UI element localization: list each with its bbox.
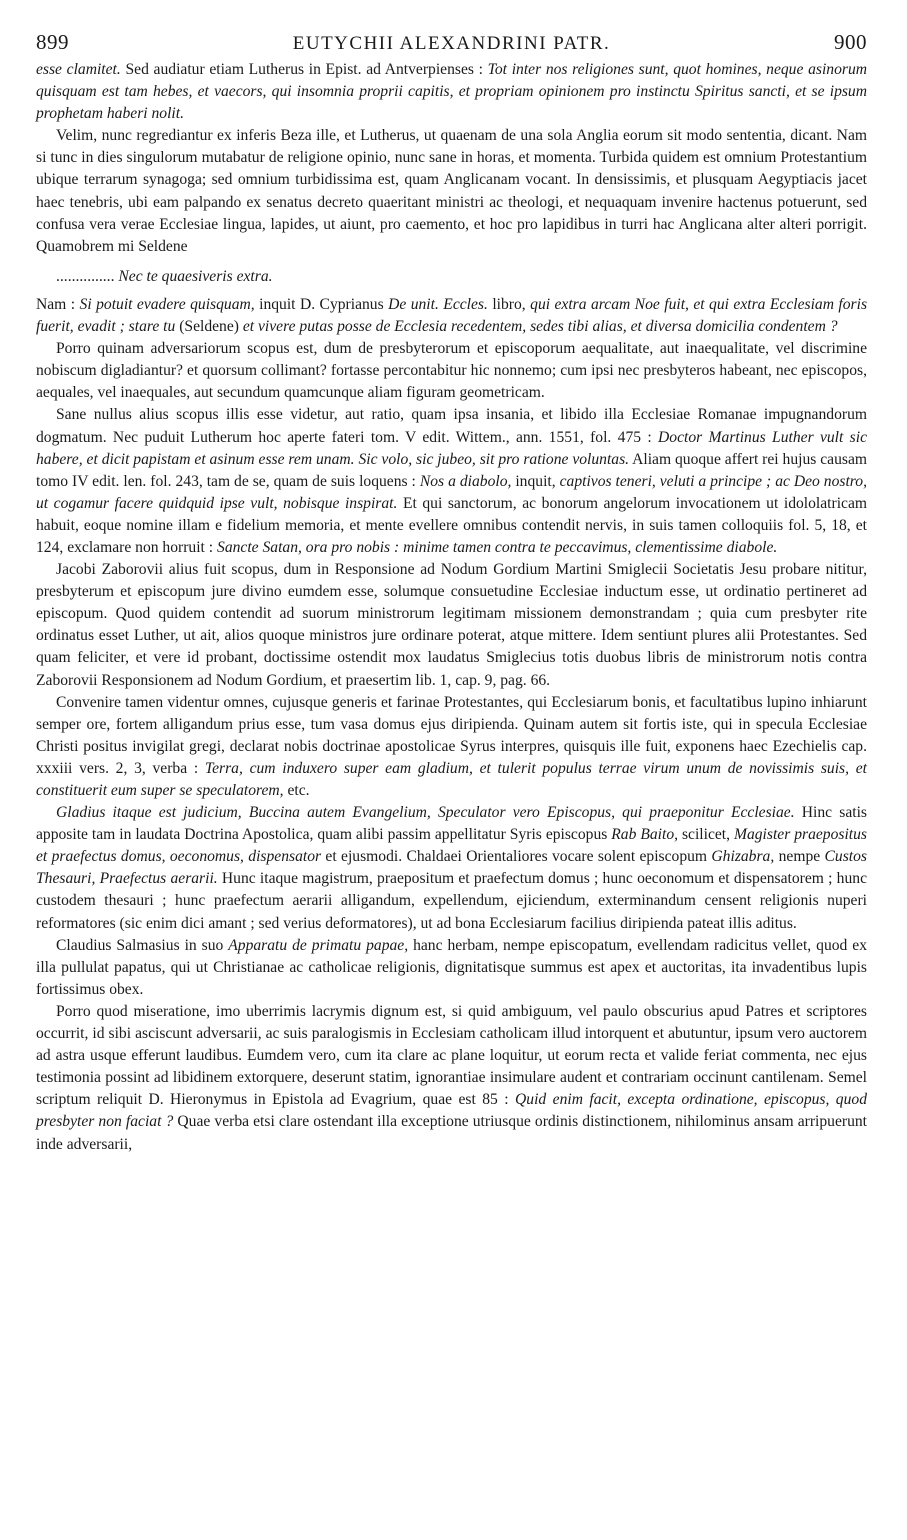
text-run: hanc herbam, nempe episcopatum, evellendam radicitus vellet, quod ex illa pullulat papatus, qui ut Christianae ac catholicae religionis, dignitatisque summus est apex et auctoritas, ita invadentibus lupis fortissimus obex. (36, 936, 868, 998)
body-text (36, 59, 867, 1156)
paragraph (36, 338, 867, 404)
italic-text-run: Quid enim facit, excepta ordinatione, episcopus, quod presbyter non faciat ? (36, 1091, 867, 1131)
italic-text-run: Tot inter nos religiones sunt, quot homines, neque asinorum quisquam est tam hebes, et vaecors, qui insomnia proprii capitis, et propriam opinionem pro instinctu Spiritus sancti, et se ipsum prophetam haberi nolit. (36, 61, 867, 123)
paragraph (36, 802, 867, 935)
italic-text-run: esse clamitet. (36, 61, 121, 78)
paragraph (36, 125, 867, 258)
paragraph (36, 294, 867, 338)
text-run: Hunc itaque magistrum, praepositum et praefectum domus ; hunc oeconomum et dispensatorem ; hunc custodem thesauri ; hunc praefectum aerarii alligandum, expellendum, ejiciendum, exterminandum censent religionis nuperi reformatores (sic enim dici amant ; sed verius deformatores), ut ad bona Ecclesiarum facilius diripienda pateat illis aditus. (36, 870, 867, 932)
text-run: Porro quod miseratione, imo uberrimis lacrymis dignum est, si quid ambiguum, vel paulo obscurius apud Patres et scriptores occurrit, id sibi asciscunt adversarii, ac suis paralogismis in Ecclesiam catholicam illud intorquent et abutuntur, ipsum vero auctorem ad astra usque efferunt laudibus. Eumdem vero, cum ita clare ac plane loquitur, ut eorum recta et valide feriat commenta, nec ejus testimonia possint ad libidinem extorquere, deserunt statim, ignorantiae insimulare audent et contrariam occinunt cantilenam. Semel scriptum reliquit D. Hieronymus in Epistola ad Evagrium, quae est 85 : (36, 1002, 867, 1109)
italic-text-run: Si potuit evadere quisquam, (79, 295, 255, 313)
text-run: Hinc satis apposite tam in laudata Doctrina Apostolica, quam alibi passim appellitatur Syris episcopus (36, 804, 867, 844)
italic-text-run: Doctor Martinus Luther vult sic habere, et dicit papistam et asinum esse rem unam. Sic volo, sic jubeo, sit pro ratione voluntas. (36, 428, 867, 468)
text-run: Aliam quoque affert rei hujus causam tomo IV edit. len. fol. 243, tam de se, quam de suis loquens : (36, 450, 867, 490)
text-run: Velim, nunc regrediantur ex inferis Beza ille, et Lutherus, ut quaenam de una sola Anglia eorum sit modo sententia, dicant. Nam si tunc in dies singulorum mutabatur de religione opinio, nunc sane in horas, et momenta. Turbida quidem est omnium Protestantium ubique terrarum synagoga; sed omnium turbidissima est, quam Anglicanam vocant. In densissimis, et plusquam Aegyptiacis jacet haec tenebris, ubi eam palpando ex senatus decreto quaeritant ministri ac theologi, et nequaquam invenire hactenus potuerunt, sed confusa vera verae Ecclesiae lingua, lapides, ut aiunt, pro caemento, et hoc pro lapidibus in turri hac Anglicana alter alteri porrigit. Quamobrem mi Seldene (36, 127, 867, 255)
text-run: Quae verba etsi clare ostendant illa exceptione utriusque ordinis distinctionem, nihilominus ansam arripuerunt inde adversarii, (36, 1113, 867, 1153)
italic-text-run: Apparatu de primatu papae, (228, 936, 409, 954)
text-run: Sed audiatur etiam Lutherus in Epist. ad Antverpienses : (120, 61, 488, 78)
paragraph (36, 559, 867, 692)
italic-text-run: captivos teneri, veluti a principe ; ac Deo nostro, ut cogamur facere quidquid ipse vult, nobisque inspirat. (36, 472, 867, 512)
running-title: EUTYCHII ALEXANDRINI PATR. (292, 33, 611, 54)
italic-text-run: Rab Baito, (611, 826, 679, 844)
italic-text-run: De unit. Eccles. (388, 295, 488, 313)
italic-text-run: Sancte Satan, ora pro nobis : minime tamen contra te peccavimus, clementissime diabole. (217, 538, 778, 556)
italic-text-run: Magister praepositus et praefectus domus, oeconomus, dispensator (36, 826, 867, 866)
italic-text-run: Terra, cum induxero super eam gladium, et tulerit populus terrae virum unum de novissimis suis, et constituerit eum super se speculatorem, (36, 759, 867, 799)
text-run: Et qui sanctorum, ac bonorum angelorum invocationem ut idololatricam habuit, eoque nomine illam e fidelium memoria, et mente evellere omnibus contendit nervis, in suis tamen colloquiis fol. 5, 18, et 124, exclamare non horruit : (36, 494, 867, 556)
text-run: ............... (56, 267, 119, 285)
page-number-left: 899 (36, 30, 69, 54)
text-run: Claudius Salmasius in suo (56, 936, 229, 954)
paragraph (36, 266, 867, 288)
paragraph (36, 404, 867, 559)
text-run: libro, (487, 295, 531, 313)
paragraph (36, 692, 867, 802)
italic-text-run: Nos a diabolo, (419, 472, 512, 490)
italic-text-run: Custos Thesauri, Praefectus aerarii. (36, 848, 867, 888)
text-run: Convenire tamen videntur omnes, cujusque generis et farinae Protestantes, qui Ecclesiarum bonis, et facultatibus lupino inhiarunt semper ore, fortem alligandum prius esse, tum vasa domus ejus diripienda. Quinam autem sit fortis iste, qui in specula Ecclesiae Christi positus invigilat gregi, declarat nobis doctrinae apostolicae Syrus interpres, quisquis ille fuit, exponens haec Ezechielis cap. xxxiii vers. 2, 3, verba : (36, 693, 867, 777)
italic-text-run: qui extra arcam Noe fuit, et qui extra Ecclesiam foris fuerit, evadit ; stare tu (36, 295, 868, 336)
text-run: Sane nullus alius scopus illis esse videtur, aut ratio, quam ipsa insania, et libido illa Ecclesiae Romanae impugnandorum dogmatum. Nec puduit Lutherum hoc aperte fateri tom. V edit. Wittem., ann. 1551, fol. 475 : (36, 406, 867, 446)
text-run: et ejusmodi. Chaldaei Orientaliores vocare solent episcopum (321, 848, 712, 866)
paragraph (36, 935, 867, 1001)
text-run: etc. (283, 782, 310, 799)
text-run: Porro quinam adversariorum scopus est, dum de presbyterorum et episcoporum aequalitate, aut inaequalitate, vel discrimine nobiscum digladiantur? et quorsum collimant? fortasse percontabitur hic nonnemo; cum ipsi nec presbyteros habeant, nec episcopos, aequales, vel inaequales, aut secundum quamcunque aliam figuram geometricam. (36, 340, 867, 402)
italic-text-run: et vivere putas posse de Ecclesia recedentem, sedes tibi alias, et diversa domicilia condentem ? (242, 318, 838, 336)
text-run: inquit, (511, 472, 560, 490)
text-run: scilicet, (678, 826, 734, 844)
italic-text-run: Ghizabra, (711, 848, 775, 866)
text-run: Jacobi Zaborovii alius fuit scopus, dum in Responsione ad Nodum Gordium Martini Smiglecii Societatis Jesu probare nititur, presbyterum et episcopum jure divino eumdem esse, solumque consuetudine Ecclesiae inductum esse, ut ordinatio pertineret ad episcopum. Quod quidem contendit ad suorum ministrorum legitimam missionem demonstrandam ; quia cum presbyter rite ordinatus esset Luther, ut ait, alios quoque ministros jure ordinare poterat, atque mittere. Idem sentiunt plures alii Protestantes. Sed quam feliciter, et vere id probant, doctissime ostendit mox laudatus Smiglecius totis duobus libris de ministrorum notis contra Zaborovii Responsionem ad Nodum Gordium, et praesertim lib. 1, cap. 9, pag. 66. (36, 561, 867, 689)
page-number-right: 900 (834, 30, 867, 54)
text-run: nempe (774, 848, 825, 866)
italic-text-run: Gladius itaque est judicium, Buccina autem Evangelium, Speculator vero Episcopus, qui praeponitur Ecclesiae. (56, 804, 795, 822)
paragraph (36, 59, 867, 125)
paragraph (36, 1001, 867, 1156)
text-run: inquit D. Cyprianus (254, 295, 389, 313)
running-header (36, 30, 867, 59)
text-run: (Seldene) (175, 318, 243, 336)
text-run: Nam : (36, 295, 80, 313)
italic-text-run: Nec te quaesiveris extra. (118, 267, 273, 285)
